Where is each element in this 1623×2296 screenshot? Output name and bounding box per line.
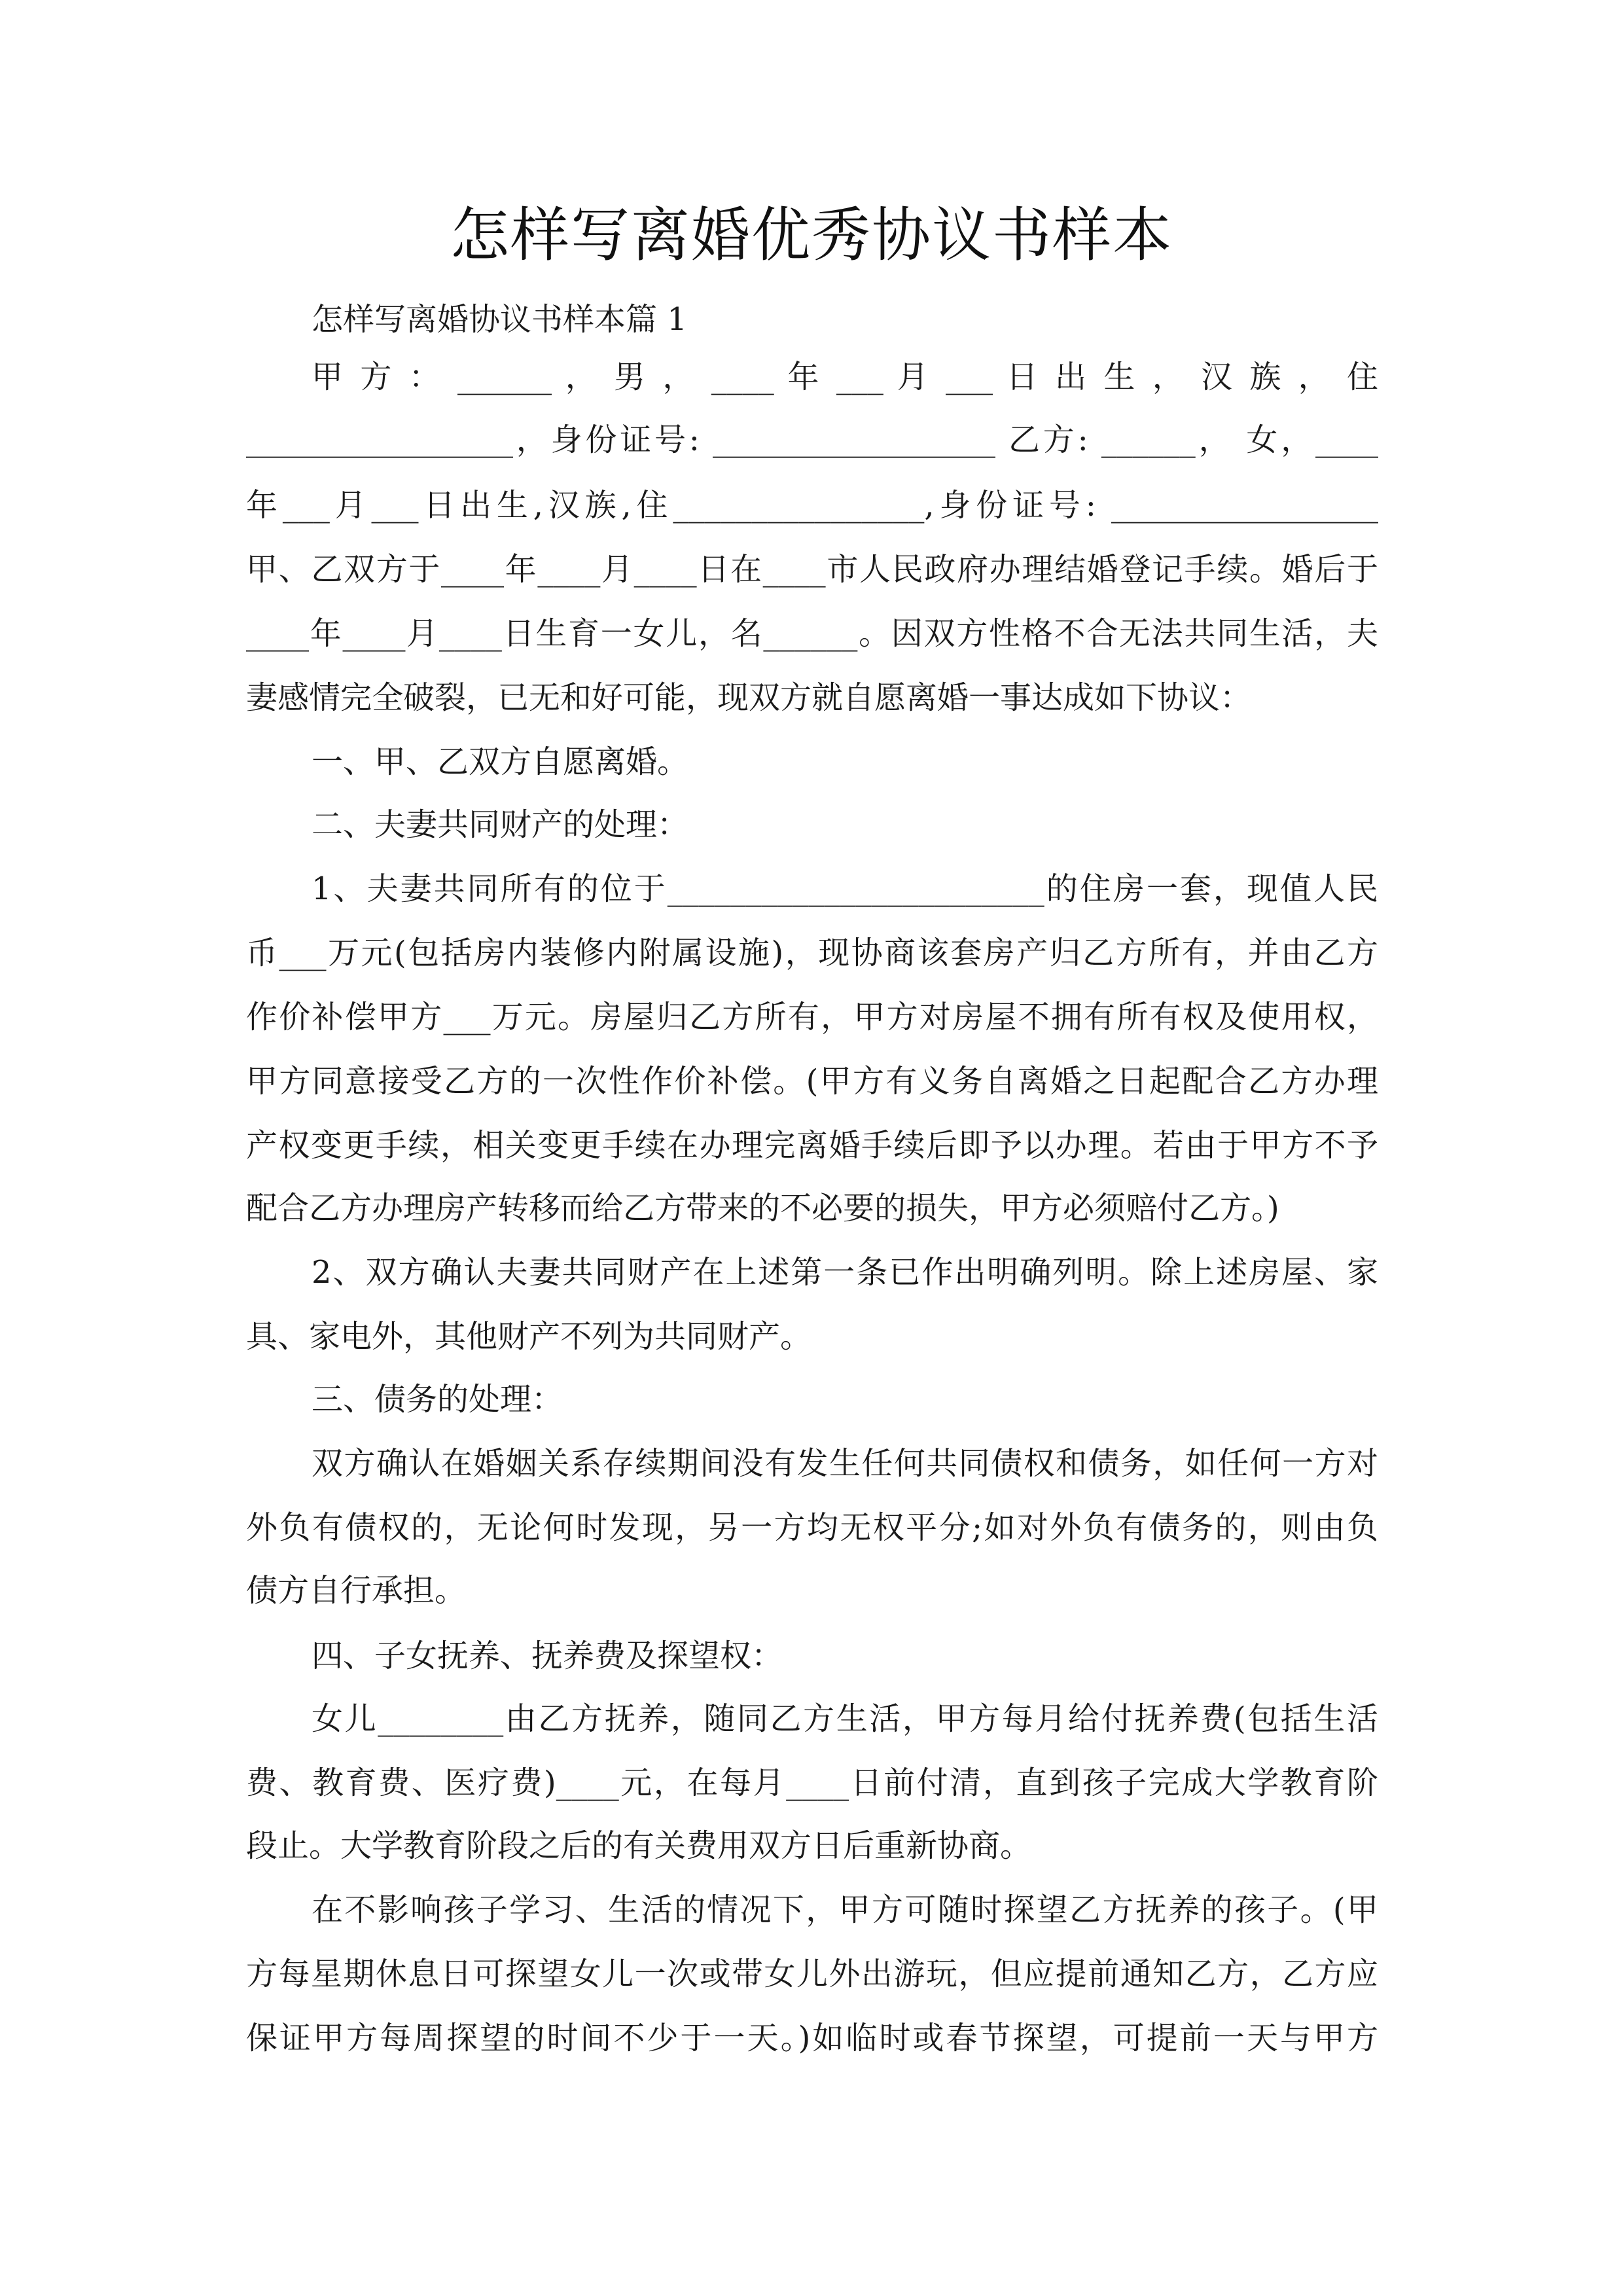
body-line: 作价补偿甲方___万元。房屋归乙方所有，甲方对房屋不拥有所有权及使用权，: [246, 999, 1378, 1035]
body-line: 甲方同意接受乙方的一次性作价补偿。(甲方有义务自离婚之日起配合乙方办理: [246, 1063, 1378, 1100]
body-line: 费、教育费、医疗费)____元，在每月____日前付清，直到孩子完成大学教育阶: [246, 1765, 1378, 1801]
body-line: ____年____月____日生育一女儿，名______。因双方性格不合无法共同生活，夫: [246, 615, 1378, 652]
body-line: 在不影响孩子学习、生活的情况下，甲方可随时探望乙方抚养的孩子。(甲: [312, 1892, 1378, 1928]
body-line: _________________，身份证号: __________________ 乙方: ______， 女，____: [246, 422, 1378, 458]
body-line: 保证甲方每周探望的时间不少于一天。)如临时或春节探望，可提前一天与甲方: [246, 2020, 1378, 2056]
body-line: 双方确认在婚姻关系存续期间没有发生任何共同债权和债务，如任何一方对: [312, 1445, 1378, 1482]
body-line: 女儿________由乙方抚养，随同乙方生活，甲方每月给付抚养费(包括生活: [312, 1700, 1378, 1737]
section-heading-part-1: 怎样写离婚协议书样本篇 1: [312, 301, 687, 338]
party-a-info-line: 甲 方 ： ______ ， 男 ， ____ 年 ___ 月 ___ 日 出 生 ， 汉 族 ， 住: [312, 359, 1378, 395]
document-title: 怎样写离婚优秀协议书样本: [450, 201, 1173, 270]
body-line: 2、双方确认夫妻共同财产在上述第一条已作出明确列明。除上述房屋、家: [312, 1254, 1378, 1291]
body-line: 甲、乙双方于____年____月____日在____市人民政府办理结婚登记手续。婚后于: [246, 551, 1378, 588]
clause-heading-3: 三、债务的处理：: [312, 1381, 563, 1418]
body-line: 1、夫妻共同所有的位于________________________的住房一套，现值人民: [312, 870, 1378, 907]
body-line: 具、家电外，其他财产不列为共同财产。: [246, 1318, 812, 1355]
body-line: 配合乙方办理房产转移而给乙方带来的不必要的损失，甲方必须赔付乙方。): [246, 1190, 1279, 1227]
body-line: 年___月___日出生,汉族,住________________,身份证号: _________________: [246, 487, 1378, 524]
clause-heading-4: 四、子女抚养、抚养费及探望权：: [312, 1638, 783, 1674]
body-line: 币___万元(包括房内装修内附属设施)，现协商该套房产归乙方所有，并由乙方: [246, 935, 1378, 971]
body-line: 妻感情完全破裂，已无和好可能，现双方就自愿离婚一事达成如下协议：: [246, 679, 1252, 716]
body-line: 外负有债权的，无论何时发现，另一方均无权平分;如对外负有债务的，则由负: [246, 1509, 1378, 1546]
body-line: 债方自行承担。: [246, 1572, 467, 1609]
clause-heading-1: 一、甲、乙双方自愿离婚。: [312, 744, 689, 780]
body-line: 方每星期休息日可探望女儿一次或带女儿外出游玩，但应提前通知乙方，乙方应: [246, 1956, 1378, 1992]
body-line: 产权变更手续，相关变更手续在办理完离婚手续后即予以办理。若由于甲方不予: [246, 1127, 1378, 1164]
clause-heading-2: 二、夫妻共同财产的处理：: [312, 806, 689, 843]
body-line: 段止。大学教育阶段之后的有关费用双方日后重新协商。: [246, 1827, 1032, 1864]
